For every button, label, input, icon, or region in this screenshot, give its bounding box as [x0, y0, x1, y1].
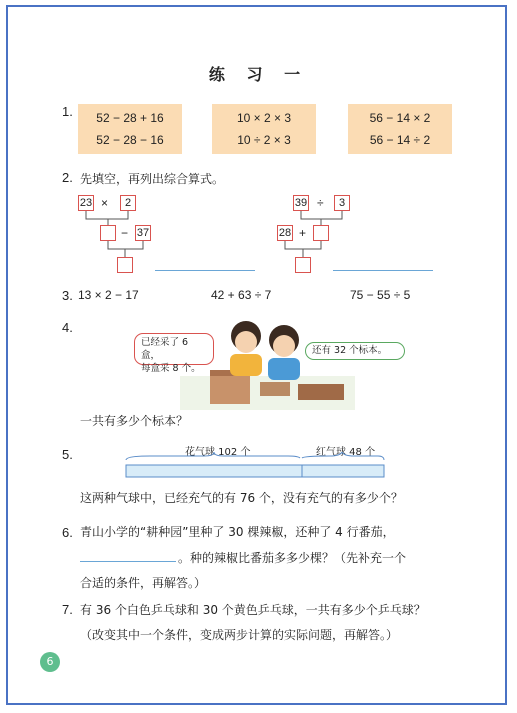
- q1-g2-line1: 10 × 2 × 3: [236, 111, 292, 125]
- q7-line-2: （改变其中一个条件，变成两步计算的实际问题，再解答。）: [80, 628, 399, 642]
- q2-right-box-d: 28: [278, 227, 292, 239]
- q1-g3-line1: 56 − 14 × 2: [369, 111, 431, 125]
- q4-speech-bubble-left: [134, 333, 214, 374]
- q2-right-blank-1[interactable]: [313, 225, 329, 241]
- q4-bubble-left-line1: 已经采了 6 盒，: [141, 337, 189, 361]
- q4-number: 4.: [62, 320, 73, 335]
- q2-left-blank-1[interactable]: [100, 225, 116, 241]
- q1-number: 1.: [62, 104, 73, 119]
- q2-left-blank-2[interactable]: [117, 257, 133, 273]
- q2-right-answer-line[interactable]: [333, 270, 433, 271]
- q2-instruction: 先填空，再列出综合算式。: [80, 172, 225, 186]
- q4-speech-bubble-right: 还有 32 个标本。: [305, 342, 405, 360]
- q1-g1-line1: 52 − 28 + 16: [96, 111, 164, 125]
- q3-expr-1: 13 × 2 − 17: [78, 288, 139, 302]
- q6-line-3: 合适的条件，再解答。）: [80, 576, 207, 590]
- q6-number: 6.: [62, 525, 73, 540]
- q3-number: 3.: [62, 288, 73, 303]
- page-number-badge: 6: [40, 652, 60, 672]
- q2-right-div: ÷: [317, 196, 324, 210]
- q5-label-left: 花气球 102 个: [185, 447, 251, 458]
- q6-line-1: 青山小学的“耕种园”里种了 30 棵辣椒，还种了 4 行番茄，: [80, 525, 395, 539]
- page-title: 练 习 一: [208, 65, 309, 84]
- q5-diagram: [120, 452, 390, 482]
- q5-label-right: 红气球 48 个: [316, 447, 376, 458]
- q2-left-answer-line[interactable]: [155, 270, 255, 271]
- q1-g1-line2: 52 − 28 − 16: [96, 133, 164, 147]
- q7-line-1: 有 36 个白色乒乓球和 30 个黄色乒乓球，一共有多少个乒乓球？: [80, 603, 426, 617]
- q5-number: 5.: [62, 447, 73, 462]
- q2-left-times: ×: [101, 196, 109, 210]
- q2-left-box-a: 23: [79, 197, 93, 209]
- q2-number: 2.: [62, 170, 73, 185]
- q3-expr-3: 75 − 55 ÷ 5: [350, 288, 411, 302]
- q4-question: 一共有多少个标本？: [80, 414, 189, 428]
- q1-g3-line2: 56 − 14 ÷ 2: [369, 133, 431, 147]
- q6-fill-in-line[interactable]: [80, 561, 176, 562]
- q2-left-minus: −: [121, 226, 129, 240]
- q2-left-box-b: 2: [120, 195, 136, 211]
- q6-line-2: 。种的辣椒比番茄多多少棵？（先补充一个: [178, 551, 407, 565]
- q1-g2-line2: 10 ÷ 2 × 3: [237, 133, 291, 147]
- q2-right-box-b: 3: [334, 195, 350, 211]
- q3-expr-2: 42 + 63 ÷ 7: [211, 288, 272, 302]
- q5-question: 这两种气球中，已经充气的有 76 个，没有充气的有多少个？: [80, 491, 403, 505]
- q2-right-blank-2[interactable]: [295, 257, 311, 273]
- q7-number: 7.: [62, 602, 73, 617]
- q2-right-plus: +: [299, 226, 307, 240]
- q2-left-box-c: 37: [136, 227, 150, 239]
- q4-bubble-left-line2: 每盒采 8 个。: [141, 363, 201, 374]
- q2-right-box-a: 39: [294, 197, 308, 209]
